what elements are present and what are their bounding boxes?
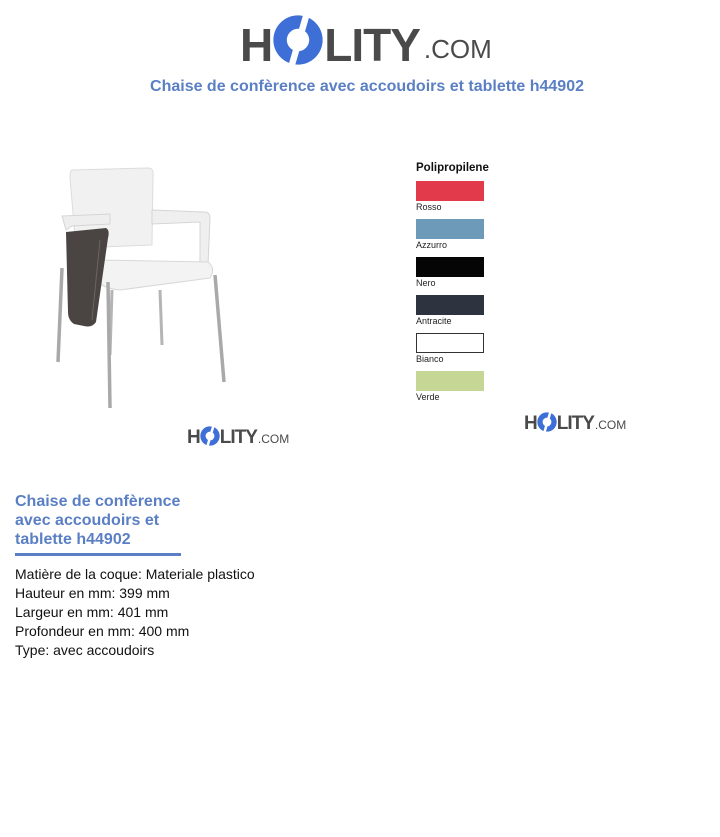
swatch-label: Bianco [416, 354, 444, 364]
swatch-color-nero [416, 257, 484, 277]
swatch-color-azzurro [416, 219, 484, 239]
spec-type: Type: avec accoudoirs [15, 642, 155, 658]
swatch-item-verde [416, 371, 536, 402]
logo-o-emblem-icon [199, 425, 221, 447]
product-title: Chaise de confèrence avec accoudoirs et tablette h44902 [15, 493, 181, 548]
swatch-color-bianco [416, 333, 484, 353]
logo-o-emblem-icon [270, 12, 326, 68]
spec-depth: Profondeur en mm: 400 mm [15, 623, 190, 639]
swatch-color-rosso [416, 181, 484, 201]
product-image [40, 150, 245, 415]
logo-suffix: .COM [594, 418, 627, 432]
swatch-item-rosso [416, 181, 536, 212]
page-title: Chaise de confèrence avec accoudoirs et tablette h44902 [150, 78, 584, 95]
swatch-label: Azzurro [416, 240, 448, 250]
swatch-label: Rosso [416, 202, 442, 212]
logo-letters-lity: LITY [219, 427, 257, 448]
image-watermark-logo [187, 425, 289, 447]
spec-shell-material: Matière de la coque: Materiale plastico [15, 566, 255, 582]
logo-letters-lity: LITY [556, 413, 594, 434]
title-divider [15, 553, 181, 556]
logo-suffix: .COM [423, 34, 492, 64]
logo-o-emblem-icon [536, 411, 558, 433]
swatch-item-bianco [416, 333, 536, 364]
logo-letter-h: H [524, 413, 537, 434]
swatch-color-verde [416, 371, 484, 391]
image-watermark-logo [524, 411, 626, 433]
swatch-item-antracite [416, 295, 536, 326]
swatch-item-nero [416, 257, 536, 288]
chair-illustration [40, 150, 245, 415]
swatch-color-antracite [416, 295, 484, 315]
logo-suffix: .COM [257, 432, 290, 446]
spec-height: Hauteur en mm: 399 mm [15, 585, 170, 601]
logo-letter-h: H [240, 19, 273, 71]
color-swatch-panel [416, 162, 536, 409]
spec-width: Largeur en mm: 401 mm [15, 604, 169, 620]
swatch-label: Verde [416, 392, 440, 402]
swatch-heading: Polipropilene [416, 162, 489, 174]
swatch-item-azzurro [416, 219, 536, 250]
swatch-label: Antracite [416, 316, 452, 326]
swatch-label: Nero [416, 278, 436, 288]
site-logo[interactable] [240, 12, 492, 71]
logo-letters-lity: LITY [324, 19, 420, 71]
product-specs [15, 565, 255, 660]
logo-letter-h: H [187, 427, 200, 448]
